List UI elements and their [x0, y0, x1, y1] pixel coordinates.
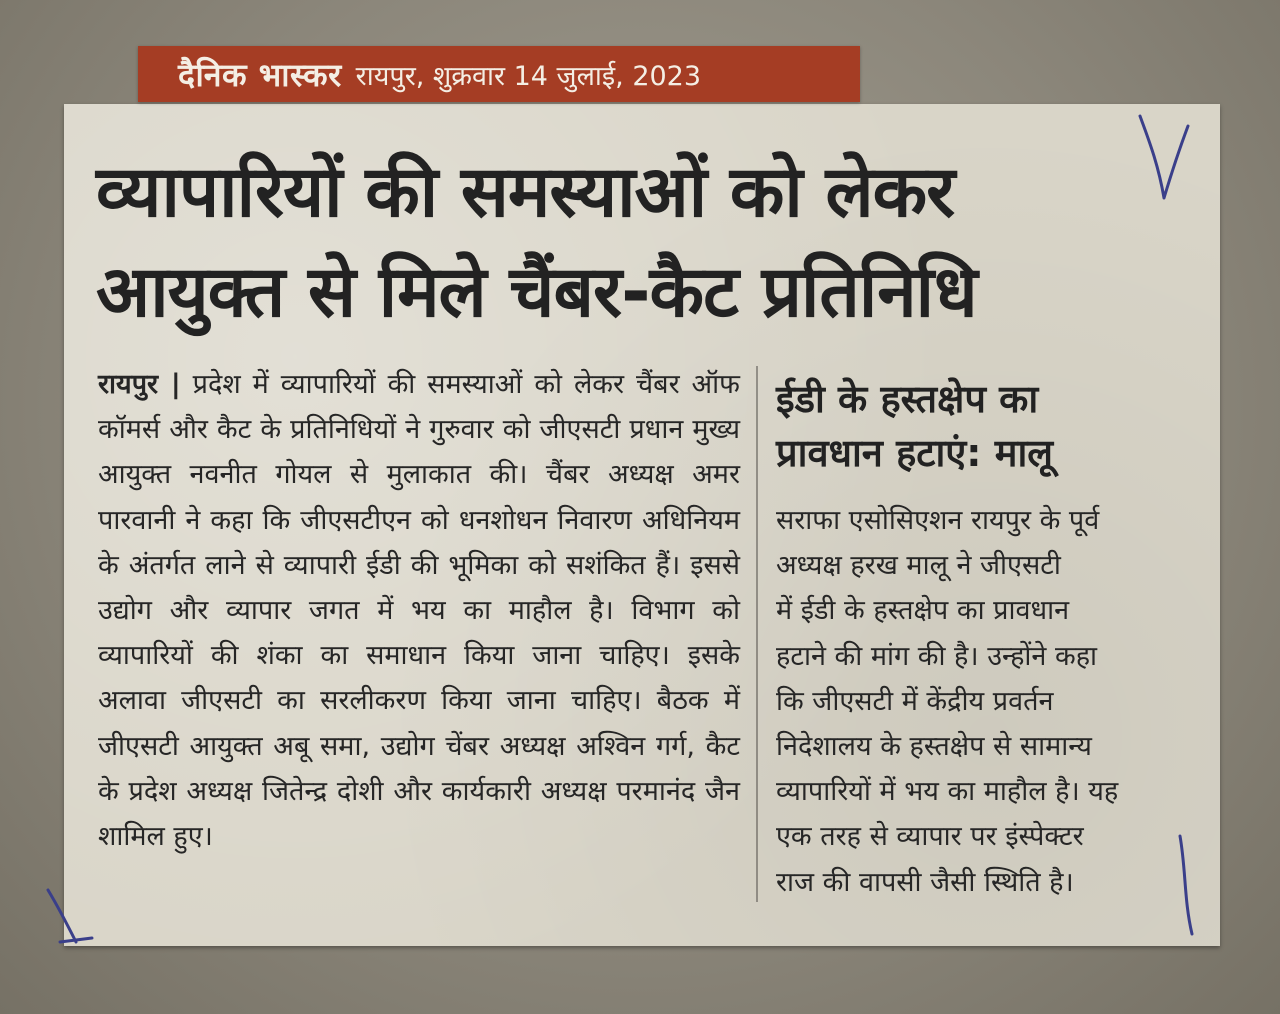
main-story-text: प्रदेश में व्यापारियों की समस्याओं को लेकर चैंबर ऑफ कॉमर्स और कैट के प्रतिनिधियों ने गुरुवार को जीएसटी प्रधान मुख्य आयुक्त नवनीत गोयल से मुलाकात की। चैंबर अध्यक्ष अमर पारवानी ने कहा कि जीएसटीएन को धनशोधन निवारण अधिनियम के अंतर्गत लाने से व्यापारी ईडी की भूमिका को सशंकित हैं। इससे उद्योग और व्यापार जगत में भय का माहौल है। विभाग को व्यापारियों की शंका का समाधान किया जाना चाहिए। इसके अलावा जीएसटी का सरलीकरण किया जाना चाहिए। बैठक में जीएसटी आयुक्त अबू समा, उद्योग चेंबर अध्यक्ष अश्विन गर्ग, कैट के प्रदेश अध्यक्ष जितेन्द्र दोशी और कार्यकारी अध्यक्ष परमानंद जैन शामिल हुए। [98, 369, 740, 853]
headline-line-1: व्यापारियों की समस्याओं को लेकर [96, 150, 955, 233]
newspaper-masthead [138, 46, 860, 102]
side-body-line: अध्यक्ष हरख मालू ने जीएसटी [776, 550, 1061, 582]
column-divider [756, 366, 758, 902]
masthead-dateline: रायपुर, शुक्रवार 14 जुलाई, 2023 [355, 60, 702, 92]
side-heading-line-2: प्रावधान हटाएं: मालू [776, 431, 1054, 475]
headline-line-2: आयुक्त से मिले चैंबर-कैट प्रतिनिधि [96, 250, 977, 333]
main-story-dateline: रायपुर | [98, 369, 181, 400]
headline [96, 142, 1196, 342]
side-story-body [776, 498, 1184, 905]
side-body-line: सराफा एसोसिएशन रायपुर के पूर्व [776, 505, 1100, 536]
side-body-line: राज की वापसी जैसी स्थिति है। [776, 866, 1074, 898]
side-body-line: निदेशालय के हस्तक्षेप से सामान्य [776, 731, 1092, 763]
side-story-heading [776, 372, 1176, 480]
side-body-line: एक तरह से व्यापार पर इंस्पेक्टर [776, 821, 1084, 853]
side-body-line: व्यापारियों में भय का माहौल है। यह [776, 776, 1119, 808]
main-story-body [98, 362, 740, 859]
side-body-line: में ईडी के हस्तक्षेप का प्रावधान [776, 595, 1070, 627]
side-heading-line-1: ईडी के हस्तक्षेप का [776, 377, 1039, 421]
side-body-line: हटाने की मांग की है। उन्होंने कहा [776, 640, 1098, 672]
newspaper-brand: दैनिक भास्कर [178, 55, 342, 94]
side-body-line: कि जीएसटी में केंद्रीय प्रवर्तन [776, 685, 1054, 717]
